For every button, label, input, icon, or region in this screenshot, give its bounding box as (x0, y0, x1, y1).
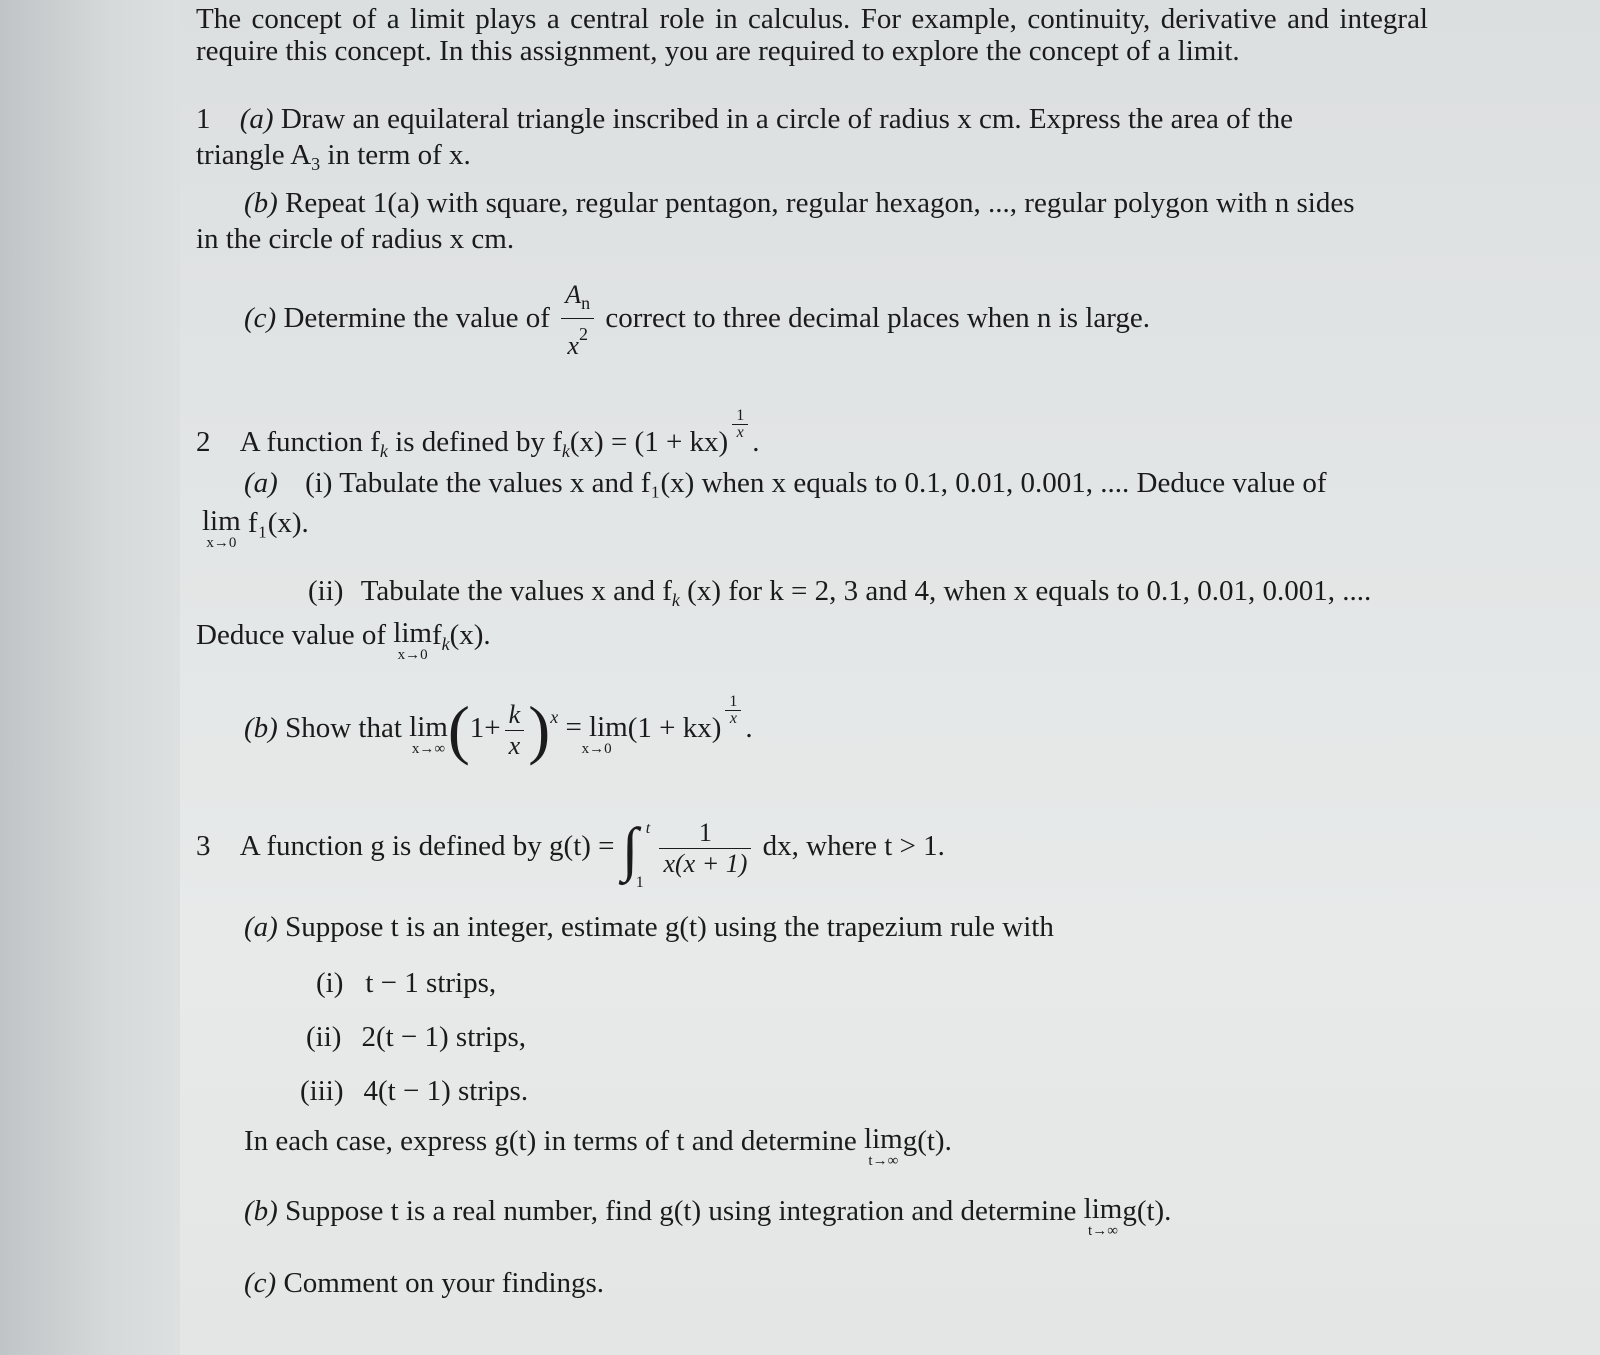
q1-b-line-2: in the circle of radius x cm. (196, 223, 515, 255)
q2-a-label: (a) (244, 467, 278, 499)
q1-b-line-1 (244, 186, 1355, 220)
intro-line-1: The concept of a limit plays a central role in calculus. For example, continuity, derivative and integral (196, 3, 1428, 35)
q1-c-label: (c) (244, 302, 277, 335)
q3-a-i: (i) t − 1 strips, (316, 967, 497, 999)
q2-intro: 2 A function $f_k$ is defined by $f_k(x) = (1 + kx)$ $\frac{1}{x}$ . (196, 407, 760, 461)
q3-each-case: In each case, express g(t) in terms of t and determine lim t→∞ g(t). (244, 1123, 952, 1169)
q2-a-ii-label: (ii) (308, 575, 344, 607)
photo-edge-shadow (0, 0, 180, 1355)
integral-sign: ∫ t 1 (621, 815, 651, 891)
q2-exponent: $\frac{1}{x}$ (732, 408, 748, 441)
q3-number: 3 (196, 830, 211, 863)
q1-c-line: (c) Determine the value of $\frac{A_n}{x^2}$ correct to three decimal places when n is large. (244, 280, 1150, 360)
q1-b-label: (b) (244, 187, 278, 219)
q3-b-line: (b) Suppose t is a real number, find g(t) using integration and determine lim t→∞ g(t). (244, 1193, 1172, 1239)
assignment-page (196, 0, 1456, 1355)
q1-b-text: Repeat 1(a) with square, regular pentagon, regular hexagon, ..., regular polygon with n sides (285, 187, 1355, 219)
q1-a-line-2: triangle $A_3$ in term of x. (196, 139, 471, 174)
q1-a-text: Draw an equilateral triangle inscribed in a circle of radius x cm. Express the area of the (280, 103, 1293, 135)
q3-c-line: (c) Comment on your findings. (244, 1267, 605, 1299)
q1-c-fraction: $\frac{A_n}{x^2}$ (561, 280, 594, 361)
q1-number: 1 (196, 103, 211, 135)
q2-a-ii-deduce: Deduce value of lim x→0 $f_k(x)$. (196, 617, 491, 663)
q3-b-label: (b) (244, 1195, 278, 1227)
q3-c-label: (c) (244, 1267, 277, 1299)
q3-a-ii: (ii) 2(t − 1) strips, (306, 1021, 527, 1053)
q1-a-line-1 (196, 102, 1428, 136)
q3-a-line: (a) Suppose t is an integer, estimate g(t) using the trapezium rule with (244, 911, 1054, 943)
q3-a-label: (a) (244, 911, 278, 943)
q2-a-i-line: (a) (i) Tabulate the values x and f₁(x) when x equals to 0.1, 0.01, 0.001, .... Deduce value of (244, 467, 1327, 499)
q2-number: 2 (196, 426, 211, 458)
q2-a-i-label: (i) (305, 467, 333, 499)
intro-line-2: require this concept. In this assignment, you are required to explore the concept of a limit. (196, 35, 1240, 67)
q2-a-i-limit: lim x→0 f₁(x). (202, 505, 309, 551)
q2-a-ii-line: (ii) Tabulate the values x and $f_k$ (x) for k = 2, 3 and 4, when x equals to 0.1, 0.01, 0.001, .... (308, 575, 1372, 610)
q2-b-line: (b) Show that lim x→∞ (1+ $\frac{k}{x}$ )$^x$ = lim x→0 (1 + kx) $\frac{1}{x}$ . (244, 693, 753, 767)
q1-a-label: (a) (239, 103, 274, 135)
q3-intro: 3 A function g is defined by g(t) = ∫ t 1 $\frac{1}{x(x + 1)}$ dx, where t > 1. (196, 815, 945, 891)
q3-a-iii: (iii) 4(t − 1) strips. (300, 1075, 529, 1107)
q2-b-label: (b) (244, 712, 278, 744)
